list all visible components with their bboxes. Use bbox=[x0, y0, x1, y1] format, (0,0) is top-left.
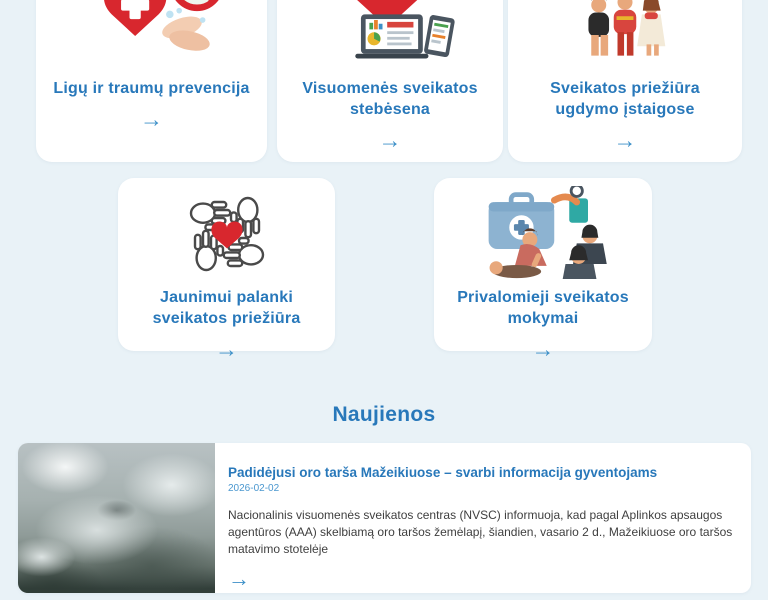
card-label: Jaunimui palanki sveikatos priežiūra bbox=[152, 289, 301, 327]
card-arrow-icon[interactable]: → bbox=[215, 336, 238, 362]
news-item-body bbox=[215, 443, 751, 593]
card-label: Sveikatos priežiūra ugdymo įstaigose bbox=[550, 80, 700, 118]
news-item-title-link[interactable]: Padidėjusi oro tarša Mažeikiuose – svarbi informacija gyventojams bbox=[228, 465, 658, 480]
card-school-healthcare[interactable] bbox=[508, 0, 742, 162]
card-arrow-icon[interactable]: → bbox=[613, 127, 637, 153]
disease-injury-prevention-icon bbox=[77, 0, 227, 65]
card-arrow-icon[interactable]: → bbox=[531, 336, 555, 362]
card-disease-injury-prevention[interactable] bbox=[36, 0, 267, 162]
news-section-title: Naujienos bbox=[332, 403, 436, 426]
card-label: Ligų ir traumų prevencija bbox=[53, 80, 250, 97]
news-read-more-arrow-icon[interactable]: → bbox=[228, 566, 250, 591]
card-arrow-icon[interactable]: → bbox=[378, 127, 402, 153]
card-health-monitoring[interactable] bbox=[277, 0, 503, 162]
news-item-date: 2026-02-02 bbox=[228, 483, 280, 494]
card-label: Visuomenės sveikatos stebėsena bbox=[302, 80, 478, 118]
first-aid-training-icon bbox=[468, 186, 618, 282]
youth-friendly-hands-heart-icon bbox=[179, 186, 275, 282]
school-healthcare-people-icon bbox=[550, 0, 700, 65]
card-mandatory-health-trainings[interactable] bbox=[434, 178, 652, 362]
card-youth-friendly-healthcare[interactable] bbox=[118, 178, 335, 362]
news-item-excerpt: Nacionalinis visuomenės sveikatos centras (NVSC) informuoja, kad pagal Aplinkos apsaugos agentūros (AAA) skelbiamą oro taršos žemėlapį, šiandien, vasario 2 d., Mažeikiuose oro taršos matavimo stotelėje bbox=[228, 508, 733, 556]
news-item[interactable] bbox=[18, 443, 751, 593]
news-thumbnail-smoke-photo[interactable] bbox=[18, 443, 215, 593]
health-monitoring-heart-chart-icon bbox=[315, 0, 465, 65]
card-label: Privalomieji sveikatos mokymai bbox=[457, 289, 629, 327]
card-arrow-icon[interactable]: → bbox=[140, 106, 163, 132]
